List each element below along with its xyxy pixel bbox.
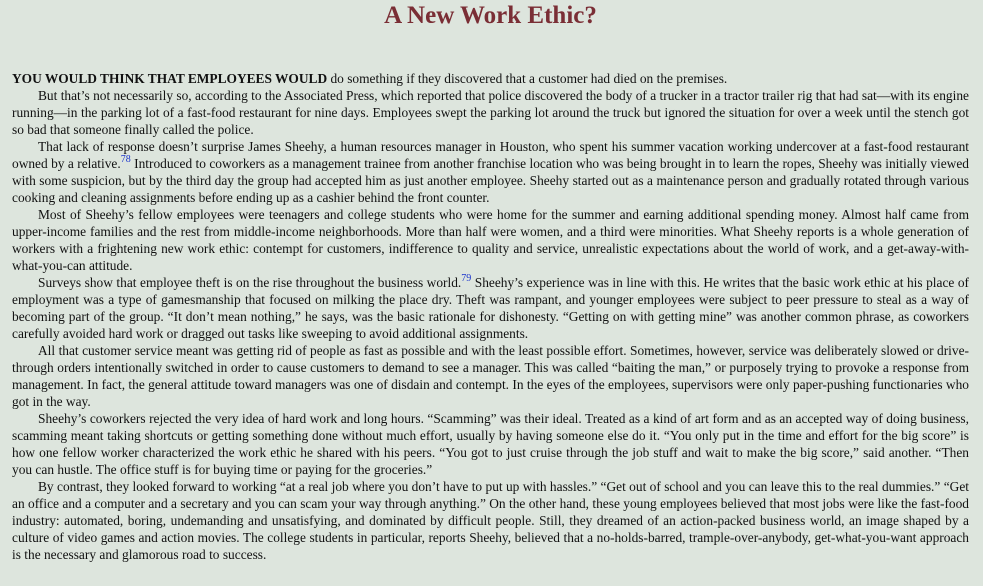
paragraph-3-text-b: Introduced to coworkers as a management trainee from another franchise location who was being brought in to learn the ropes, Sheehy was initially viewed with some suspicion, but by the third day the group had accepted him as just another employee. Sheehy started out as a maintenance person and gradually rotated through various cooking and cleaning assignments before ending up as a cashier behind the front counter. bbox=[12, 156, 969, 205]
page-title: A New Work Ethic? bbox=[384, 2, 597, 29]
paragraph-1-text: do something if they discovered that a customer had died on the premises. bbox=[327, 71, 728, 86]
paragraph-1 bbox=[12, 70, 969, 87]
paragraph-3 bbox=[12, 138, 969, 206]
paragraph-5-text-b: Sheehy’s experience was in line with this. He writes that the basic work ethic at his place of employment was a type of gamesmanship that focused on milking the place dry. Theft was rampant, and younger employees were subject to peer pressure to steal as a way of becoming part of the group. “It don’t mean nothing,” he says, was the basic rationale for dishonesty. “Getting on with getting mine” was another common phrase, as coworkers carefully avoided hard work or dragged out tasks like sweeping to avoid additional assignments. bbox=[12, 275, 969, 341]
footnote-link-78[interactable]: 78 bbox=[120, 154, 131, 165]
lead-in-text: YOU WOULD THINK THAT EMPLOYEES WOULD bbox=[12, 71, 328, 86]
paragraph-3-text-a: That lack of response doesn’t surprise James Sheehy, a human resources manager in Houston, who spent his summer vacation working undercover at a fast-food restaurant owned by a relative. bbox=[12, 139, 969, 171]
paragraph-2: But that’s not necessarily so, according to the Associated Press, which reported that police discovered the body of a trucker in a tractor trailer rig that had sat—with its engine running—in the parking lot of a fast-food restaurant for nine days. Employees swept the parking lot around the truck but ignored the situation for over a week until the stench got so bad that someone finally called the police. bbox=[12, 88, 969, 137]
paragraph-5 bbox=[12, 274, 969, 342]
article-body bbox=[12, 70, 969, 563]
paragraph-4: Most of Sheehy’s fellow employees were teenagers and college students who were home for the summer and earning additional spending money. Almost half came from upper-income families and the rest from middle-income neighborhoods. More than half were women, and a third were minorities. What Sheehy reports is a whole generation of workers with a frightening new work ethic: contempt for customers, indifference to quality and service, unrealistic expectations about the world of work, and a get-away-with-what-you-can attitude. bbox=[12, 207, 969, 273]
paragraph-8: By contrast, they looked forward to working “at a real job where you don’t have to put up with hassles.” “Get out of school and you can leave this to the real dummies.” “Get an office and a computer and a secretary and you can scam your way through anything.” On the other hand, these young employees believed that most jobs were like the fast-food industry: automated, boring, undemanding and unsatisfying, and dominated by difficult people. Still, they dreamed of an action-packed business world, an image shaped by a culture of video games and action movies. The college students in particular, reports Sheehy, believed that a no-holds-barred, trample-over-anybody, get-what-you-want approach is the necessary and glamorous road to success. bbox=[12, 479, 969, 562]
paragraph-6: All that customer service meant was getting rid of people as fast as possible and with the least possible effort. Sometimes, however, service was deliberately slowed or drive-through orders intentionally switched in order to cause customers to demand to see a manager. This was called “baiting the man,” or purposely trying to provoke a response from management. In fact, the general attitude toward managers was one of disdain and contempt. In the eyes of the employees, supervisors were only paper-pushing functionaries who got in the way. bbox=[12, 343, 969, 409]
footnote-link-79[interactable]: 79 bbox=[461, 273, 472, 284]
paragraph-7: Sheehy’s coworkers rejected the very idea of hard work and long hours. “Scamming” was their ideal. Treated as a kind of art form and as an accepted way of doing business, scamming meant taking shortcuts or getting something done without much effort, usually by having someone else do it. “You only put in the time and effort for the big score” is how one fellow worker characterized the work ethic he shared with his peers. “You got to just cruise through the job stuff and wait to make the big score,” said another. “Then you can hustle. The office stuff is for buying time or paying for the groceries.” bbox=[12, 411, 969, 477]
paragraph-5-text-a: Surveys show that employee theft is on the rise throughout the business world. bbox=[38, 275, 462, 290]
